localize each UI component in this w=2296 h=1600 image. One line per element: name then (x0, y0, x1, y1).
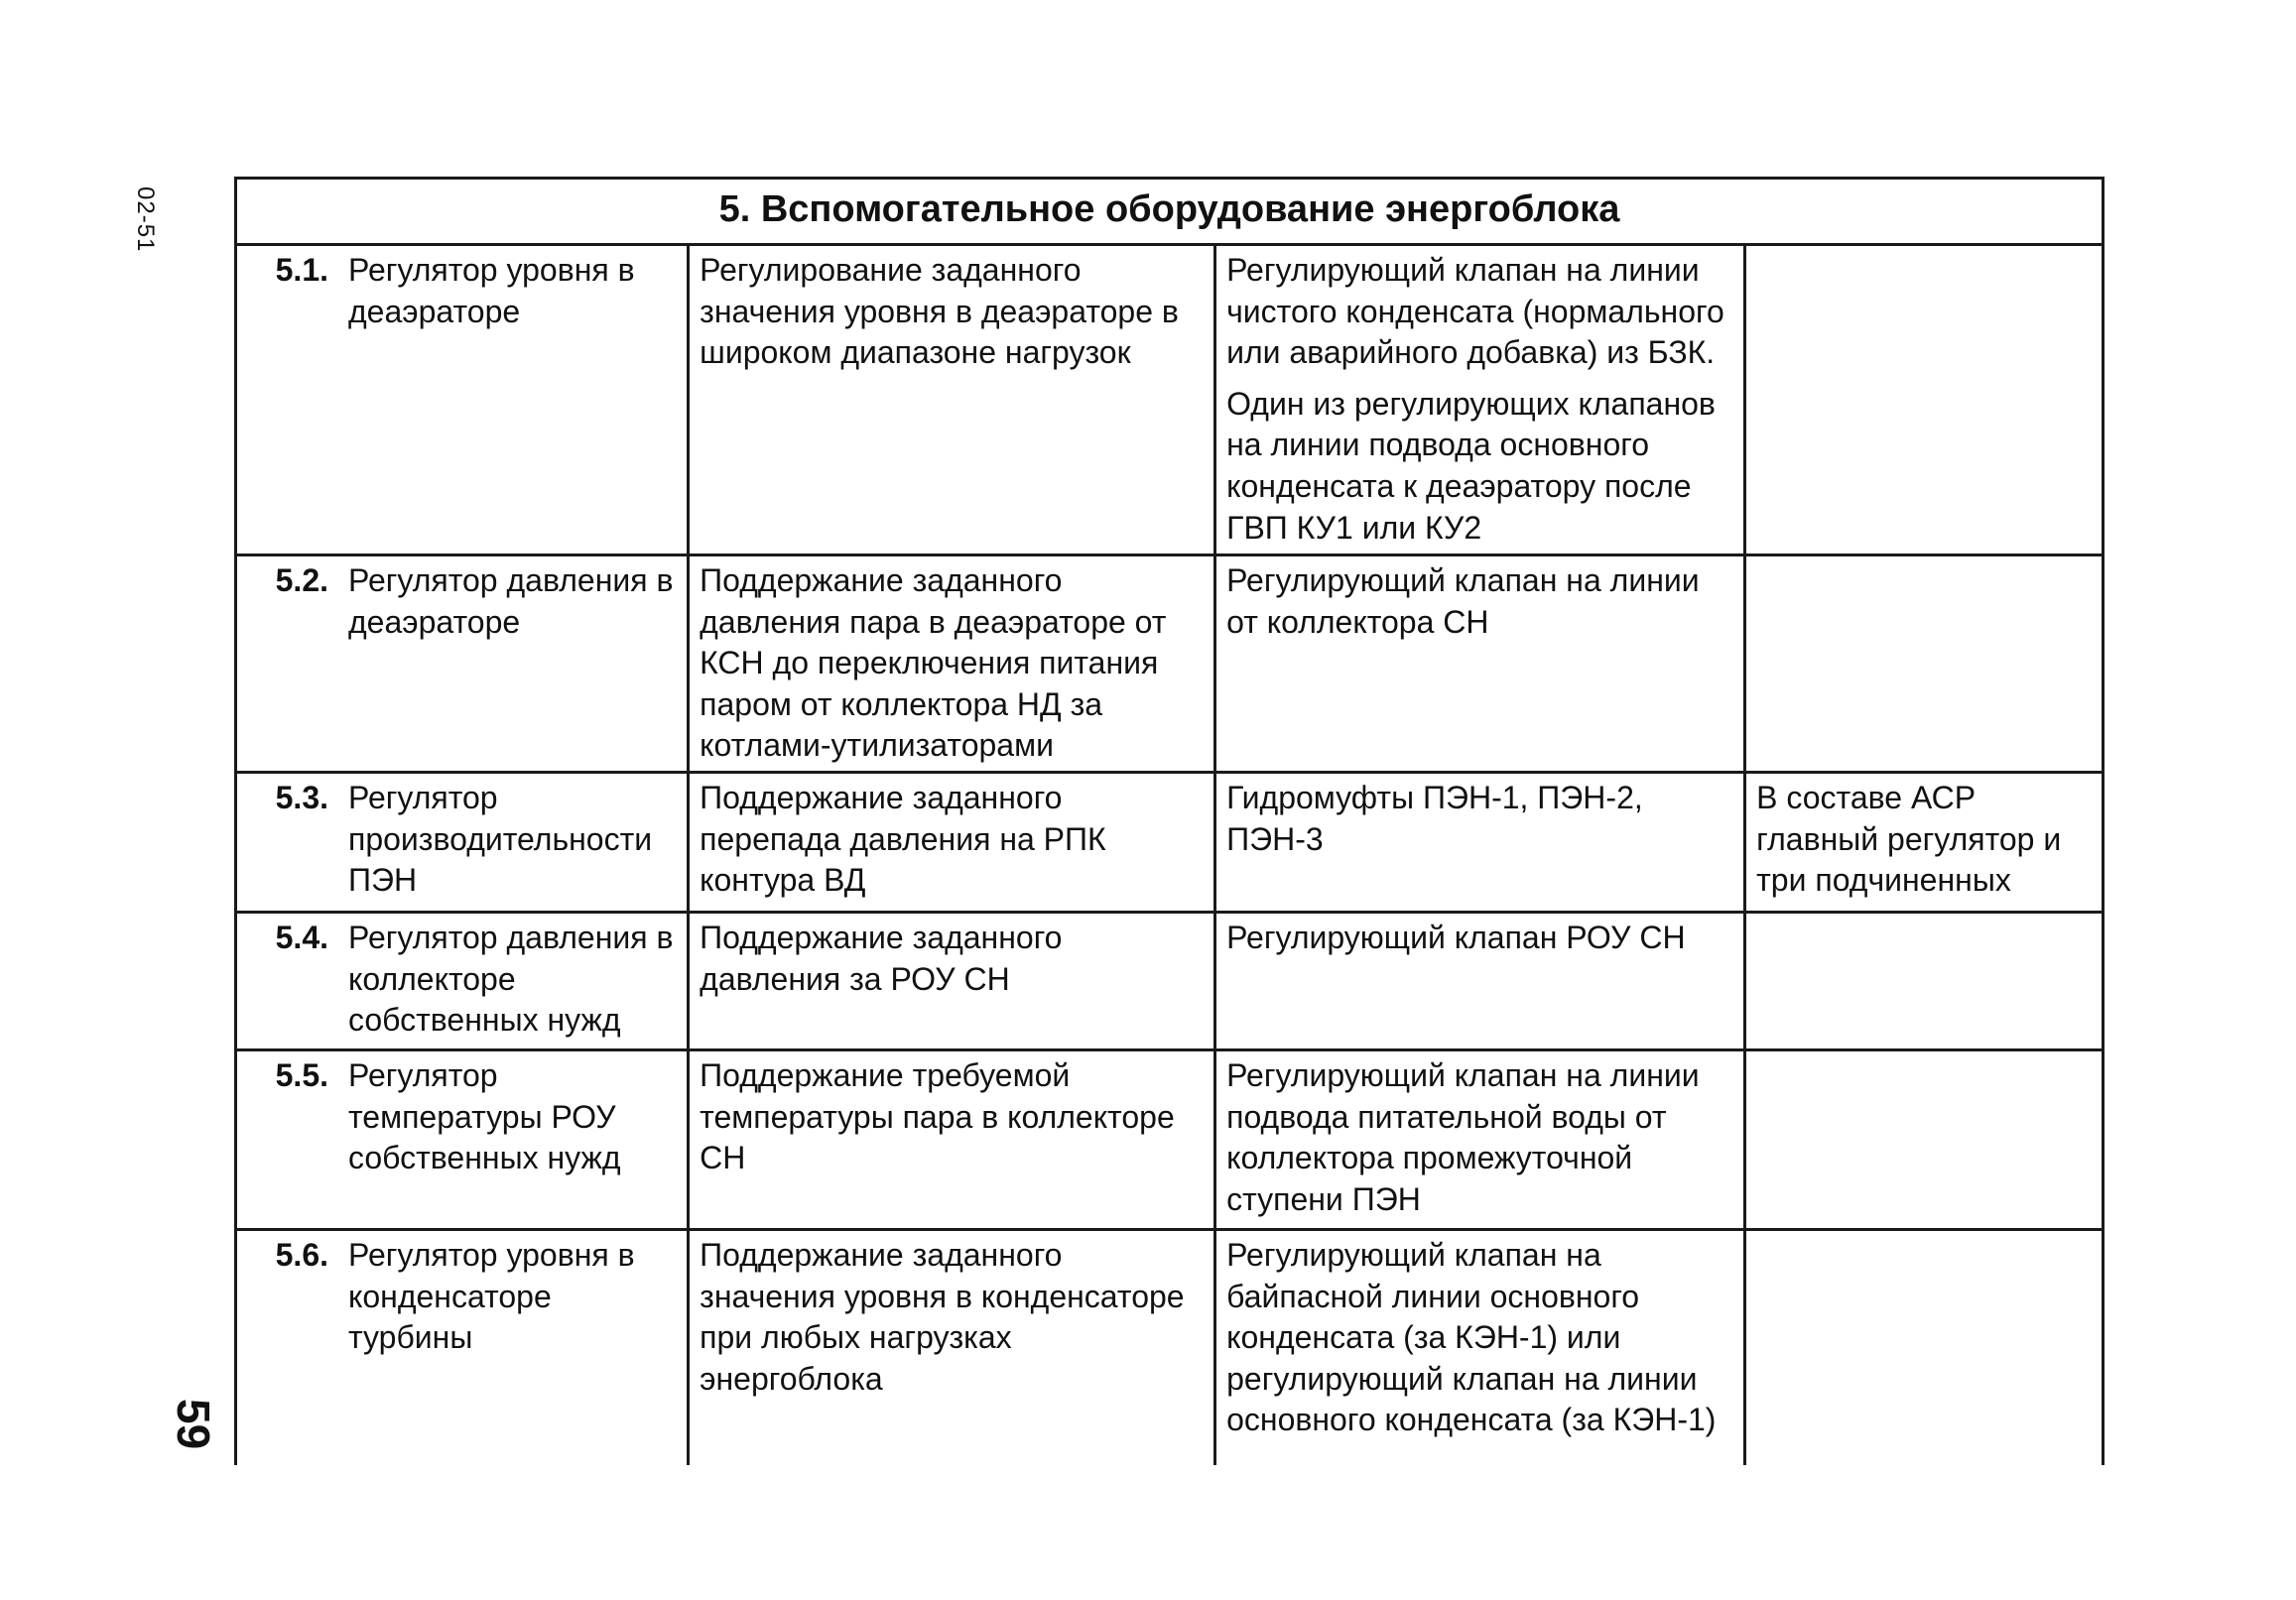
equipment-table (234, 177, 2105, 1465)
document-code: 02-51 (132, 186, 159, 253)
regulator-name: Регулятор уровня в деаэраторе (348, 252, 635, 329)
row-number: 5.1. (275, 252, 328, 288)
row-number: 5.2. (275, 562, 328, 598)
actuator-text: Регулирующий клапан на линии чистого конденсата (нормального или аварийного добавка) из БЗК. (1226, 252, 1724, 371)
actuator-cell (1215, 1049, 1745, 1229)
note-cell (1745, 555, 2104, 773)
purpose-cell: Поддержание заданного значения уровня в конденсаторе при любых нагрузках энергоблока (689, 1229, 1215, 1465)
regulator-name-cell (236, 1049, 689, 1229)
actuator-cell (1215, 245, 1745, 555)
table-row (236, 245, 2104, 555)
actuator-text: Гидромуфты ПЭН-1, ПЭН-2, ПЭН-3 (1226, 779, 1643, 857)
actuator-cell (1215, 555, 1745, 773)
actuator-text: Регулирующий клапан РОУ СН (1226, 919, 1686, 955)
note-cell: В составе АСР главный регулятор и три подчиненных (1745, 772, 2104, 912)
table-row (236, 772, 2104, 912)
note-cell (1745, 1049, 2104, 1229)
row-number: 5.4. (275, 919, 328, 955)
note-cell (1745, 1229, 2104, 1465)
actuator-text: Регулирующий клапан на линии подвода питательной воды от коллектора промежуточной ступени ПЭН (1226, 1056, 1700, 1217)
row-number: 5.5. (275, 1056, 328, 1093)
actuator-text: Один из регулирующих клапанов на линии подвода основного конденсата к деаэратору после ГВП КУ1 или КУ2 (1226, 385, 1716, 546)
actuator-cell (1215, 912, 1745, 1049)
table-row (236, 555, 2104, 773)
actuator-cell (1215, 1229, 1745, 1465)
regulator-name-cell (236, 1229, 689, 1465)
regulator-name-cell (236, 772, 689, 912)
regulator-name: Регулятор уровня в конденсаторе турбины (348, 1236, 635, 1356)
regulator-name: Регулятор температуры РОУ собственных нужд (348, 1056, 621, 1176)
table-row (236, 1229, 2104, 1465)
purpose-cell: Поддержание заданного давления пара в деаэраторе от КСН до переключения питания паром от коллектора НД за котлами-утилизаторами (689, 555, 1215, 773)
note-cell (1745, 245, 2104, 555)
table-row (236, 912, 2104, 1049)
regulator-name-cell (236, 555, 689, 773)
row-number: 5.6. (275, 1236, 328, 1273)
purpose-cell: Поддержание заданного перепада давления на РПК контура ВД (689, 772, 1215, 912)
row-number: 5.3. (275, 779, 328, 815)
regulator-name: Регулятор производительности ПЭН (348, 779, 653, 899)
purpose-cell: Поддержание требуемой температуры пара в коллекторе СН (689, 1049, 1215, 1229)
actuator-text: Регулирующий клапан на линии от коллектора СН (1226, 562, 1700, 640)
purpose-cell: Поддержание заданного давления за РОУ СН (689, 912, 1215, 1049)
purpose-cell: Регулирование заданного значения уровня в деаэраторе в широком диапазоне нагрузок (689, 245, 1215, 555)
section-title: 5. Вспомогательное оборудование энергоблока (236, 179, 2104, 245)
regulator-name-cell (236, 245, 689, 555)
table-row (236, 1049, 2104, 1229)
page-number: 59 (168, 1399, 219, 1450)
note-cell (1745, 912, 2104, 1049)
actuator-cell (1215, 772, 1745, 912)
regulator-name: Регулятор давления в коллекторе собственных нужд (348, 919, 674, 1039)
regulator-name: Регулятор давления в деаэраторе (348, 562, 674, 640)
regulator-name-cell (236, 912, 689, 1049)
actuator-text: Регулирующий клапан на байпасной линии основного конденсата (за КЭН-1) или регулирующий клапан на линии основного конденсата (за КЭН-1) (1226, 1236, 1717, 1438)
